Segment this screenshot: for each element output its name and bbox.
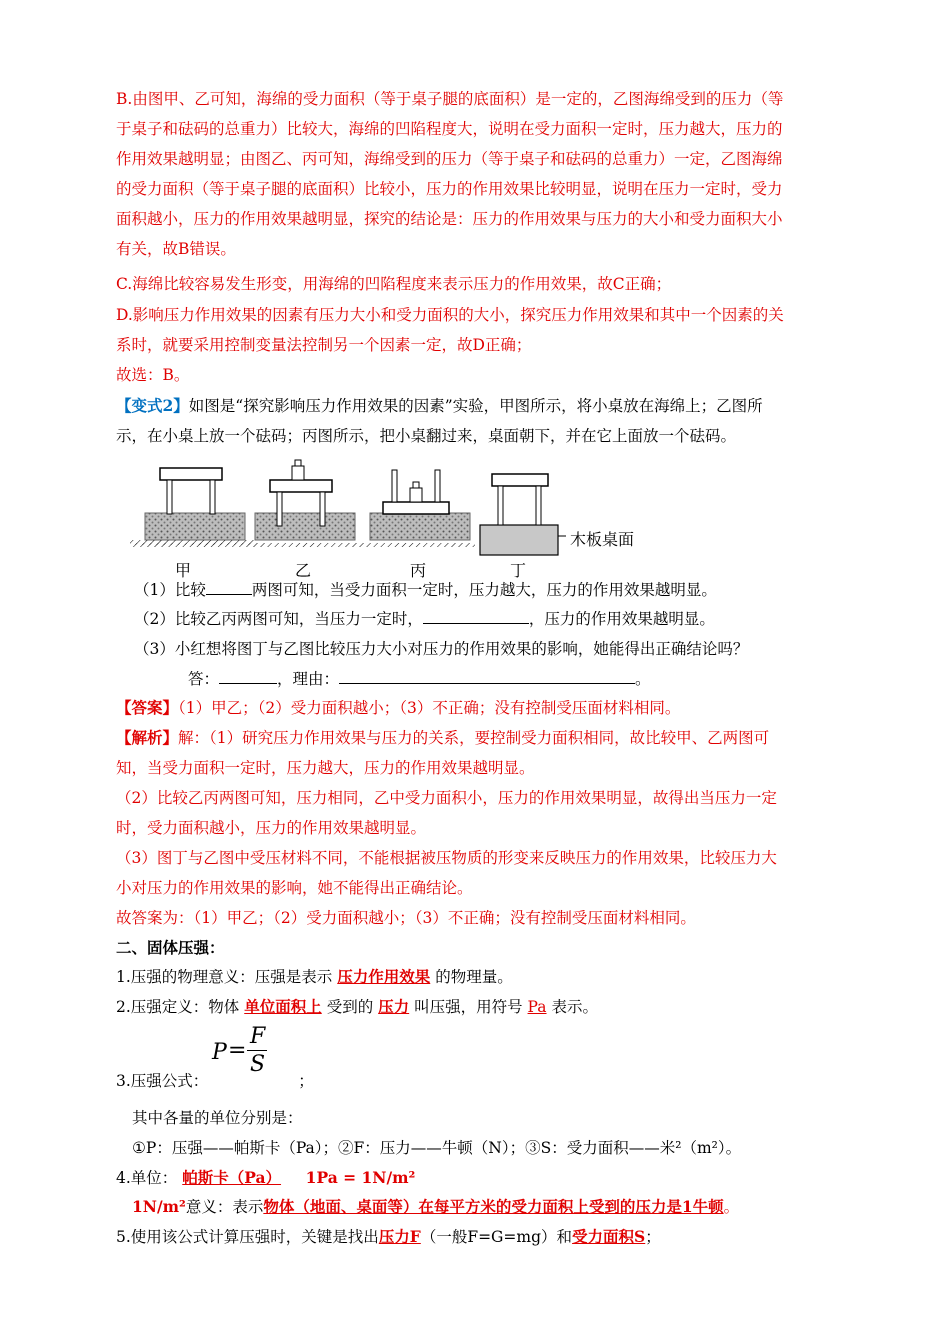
question-2 <box>134 607 715 630</box>
p2-symbol: Pa <box>527 998 547 1016</box>
figure-label-jia: 甲 <box>175 561 192 580</box>
section-heading: 二、固体压强： <box>116 938 225 957</box>
text-line: B.由图甲、乙可知，海绵的受力面积（等于桌子腿的底面积）是一定的，乙图海绵受到的压力（等 <box>116 90 784 108</box>
text-line: 故答案为：（1）甲乙；（2）受力面积越小；（3）不正确；没有控制受压面材料相同。 <box>116 909 696 927</box>
text-line: （3）图丁与乙图中受压材料不同，不能根据被压物质的形变来反映压力的作用效果，比较压力大 <box>116 849 777 867</box>
text-line: 面积越小，压力的作用效果越明显，探究的结论是：压力的作用效果与压力的大小和受力面积大小 <box>116 210 783 228</box>
p2-answer-area: 单位面积上 <box>244 997 322 1016</box>
p5-text-a: 5.使用该公式计算压强时，关键是找出 <box>116 1228 379 1246</box>
p4-unit: 1N/m² <box>132 1197 186 1216</box>
text-line: C.海绵比较容易发生形变，用海绵的凹陷程度来表示压力的作用效果，故C正确； <box>116 275 672 293</box>
q3-answer-blank[interactable] <box>219 667 277 684</box>
units-intro: 其中各量的单位分别是： <box>132 1109 303 1127</box>
text-line: 于桌子和砝码的总重力）比较大，海绵的凹陷程度大，说明在受力面积一定时，压力越大，压力的 <box>116 120 783 138</box>
answer-line <box>116 697 680 719</box>
formula-denominator: S <box>250 1052 266 1077</box>
p4-text-a: 4.单位： <box>116 1169 178 1187</box>
analysis-line <box>116 727 769 749</box>
text-line: 示，在小桌上放一个砝码；丙图所示，把小桌翻过来，桌面朝下，并在它上面放一个砝码。 <box>116 427 737 445</box>
p5-text-c: （一般F=G=mg）和 <box>420 1228 573 1246</box>
text-line: 小对压力的作用效果的影响，她不能得出正确结论。 <box>116 879 473 897</box>
text-line: 时，受力面积越小，压力的作用效果越明显。 <box>116 819 427 837</box>
q1-blank[interactable] <box>206 578 252 595</box>
q2-text-a: （2）比较乙丙两图可知，当压力一定时， <box>134 610 423 628</box>
p1-text-c: 的物理量。 <box>435 968 513 986</box>
q1-text-b: 两图可知，当受力面积一定时，压力越大，压力的作用效果越明显。 <box>251 581 717 599</box>
p2-text-g: 表示。 <box>551 998 598 1016</box>
experiment-figure <box>130 458 650 583</box>
p4-unit-equation: 1Pa = 1N/m² <box>305 1168 416 1187</box>
question-text: 如图是“探究影响压力作用效果的因素”实验，甲图所示，将小桌放在海绵上；乙图所 <box>188 397 763 415</box>
formula-numerator: F <box>250 1024 266 1049</box>
variant-tag: 【变式2】 <box>116 396 189 415</box>
p2-text-e: 叫压强，用符号 <box>414 998 523 1016</box>
formula-p: P <box>212 1040 227 1065</box>
analysis-text: 解：（1）研究压力作用效果与压力的关系，要控制受力面积相同，故比较甲、乙两图可 <box>178 729 770 747</box>
q1-text-a: （1）比较 <box>134 581 206 599</box>
setup-ding <box>480 474 566 555</box>
text-line: 有关，故B错误。 <box>116 240 236 258</box>
figure-label-bing: 丙 <box>410 561 427 580</box>
text-line: 故选：B。 <box>116 366 190 384</box>
p5-text-e: ； <box>645 1228 661 1246</box>
q2-text-b: ，压力的作用效果越明显。 <box>528 610 715 628</box>
question-1 <box>134 578 717 601</box>
pressure-meaning <box>116 966 513 988</box>
text-line: （2）比较乙丙两图可知，压力相同，乙中受力面积小，压力的作用效果明显，故得出当压力一定 <box>116 789 777 807</box>
p5-area: 受力面积S <box>572 1227 646 1246</box>
p4-unit-name: 帕斯卡（Pa） <box>182 1168 282 1187</box>
formula-line <box>116 1070 314 1092</box>
unit-meaning <box>132 1196 739 1218</box>
p5-force: 压力F <box>378 1227 421 1246</box>
p4-meaning: 物体（地面、桌面等）在每平方米的受力面积上受到的压力是1牛顿 <box>263 1197 724 1216</box>
p4-period: 。 <box>723 1198 740 1216</box>
pressure-definition <box>116 996 598 1018</box>
text-line: D.影响压力作用效果的因素有压力大小和受力面积的大小，探究压力作用效果和其中一个因素的关 <box>116 306 784 324</box>
q3-reason-blank[interactable] <box>339 667 635 684</box>
text-line: 作用效果越明显；由图乙、丙可知，海绵受到的压力（等于桌子和砝码的总重力）一定，乙图海绵 <box>116 150 783 168</box>
p1-text-a: 1.压强的物理意义：压强是表示 <box>116 968 333 986</box>
answer-label: 答： <box>188 670 220 688</box>
text-line: 系时，就要采用控制变量法控制另一个因素一定，故D正确； <box>116 336 532 354</box>
reason-label: ，理由： <box>277 670 340 688</box>
p3-text-b: ； <box>298 1072 314 1090</box>
units-list: ①P：压强——帕斯卡（Pa）；②F：压力——牛顿（N）；③S：受力面积——米²（m²）。 <box>132 1139 742 1157</box>
setup-yi <box>240 460 365 545</box>
analysis-tag: 【解析】 <box>116 728 179 747</box>
question-3: （3）小红想将图丁与乙图比较压力大小对压力的作用效果的影响，她能得出正确结论吗？ <box>134 640 749 658</box>
q2-blank[interactable] <box>423 607 529 624</box>
period: 。 <box>635 670 651 688</box>
p4-text-e: 意义：表示 <box>185 1198 264 1216</box>
board-label: 木板桌面 <box>570 530 635 549</box>
p2-answer-force: 压力 <box>378 997 410 1016</box>
setup-bing <box>370 470 470 540</box>
calc-key-line <box>116 1226 661 1248</box>
p2-text-a: 2.压强定义：物体 <box>116 998 240 1016</box>
p3-text-a: 3.压强公式： <box>116 1072 209 1090</box>
fraction-bar <box>247 1050 267 1051</box>
setup-jia <box>130 468 255 545</box>
unit-line <box>116 1167 415 1189</box>
figure-label-yi: 乙 <box>295 561 312 580</box>
answer-tag: 【答案】 <box>116 698 179 717</box>
formula-equals: = <box>228 1038 247 1063</box>
variant-question-line <box>116 395 763 417</box>
answer-text: （1）甲乙；（2）受力面积越小；（3）不正确；没有控制受压面材料相同。 <box>178 699 681 717</box>
figure-label-ding: 丁 <box>510 561 527 580</box>
question-3-answer-line <box>188 667 651 690</box>
text-line: 知，当受力面积一定时，压力越大，压力的作用效果越明显。 <box>116 759 535 777</box>
p2-text-c: 受到的 <box>326 998 374 1016</box>
p1-answer: 压力作用效果 <box>337 967 431 986</box>
text-line: 的受力面积（等于桌子腿的底面积）比较小，压力的作用效果比较明显，说明在压力一定时，受力 <box>116 180 783 198</box>
